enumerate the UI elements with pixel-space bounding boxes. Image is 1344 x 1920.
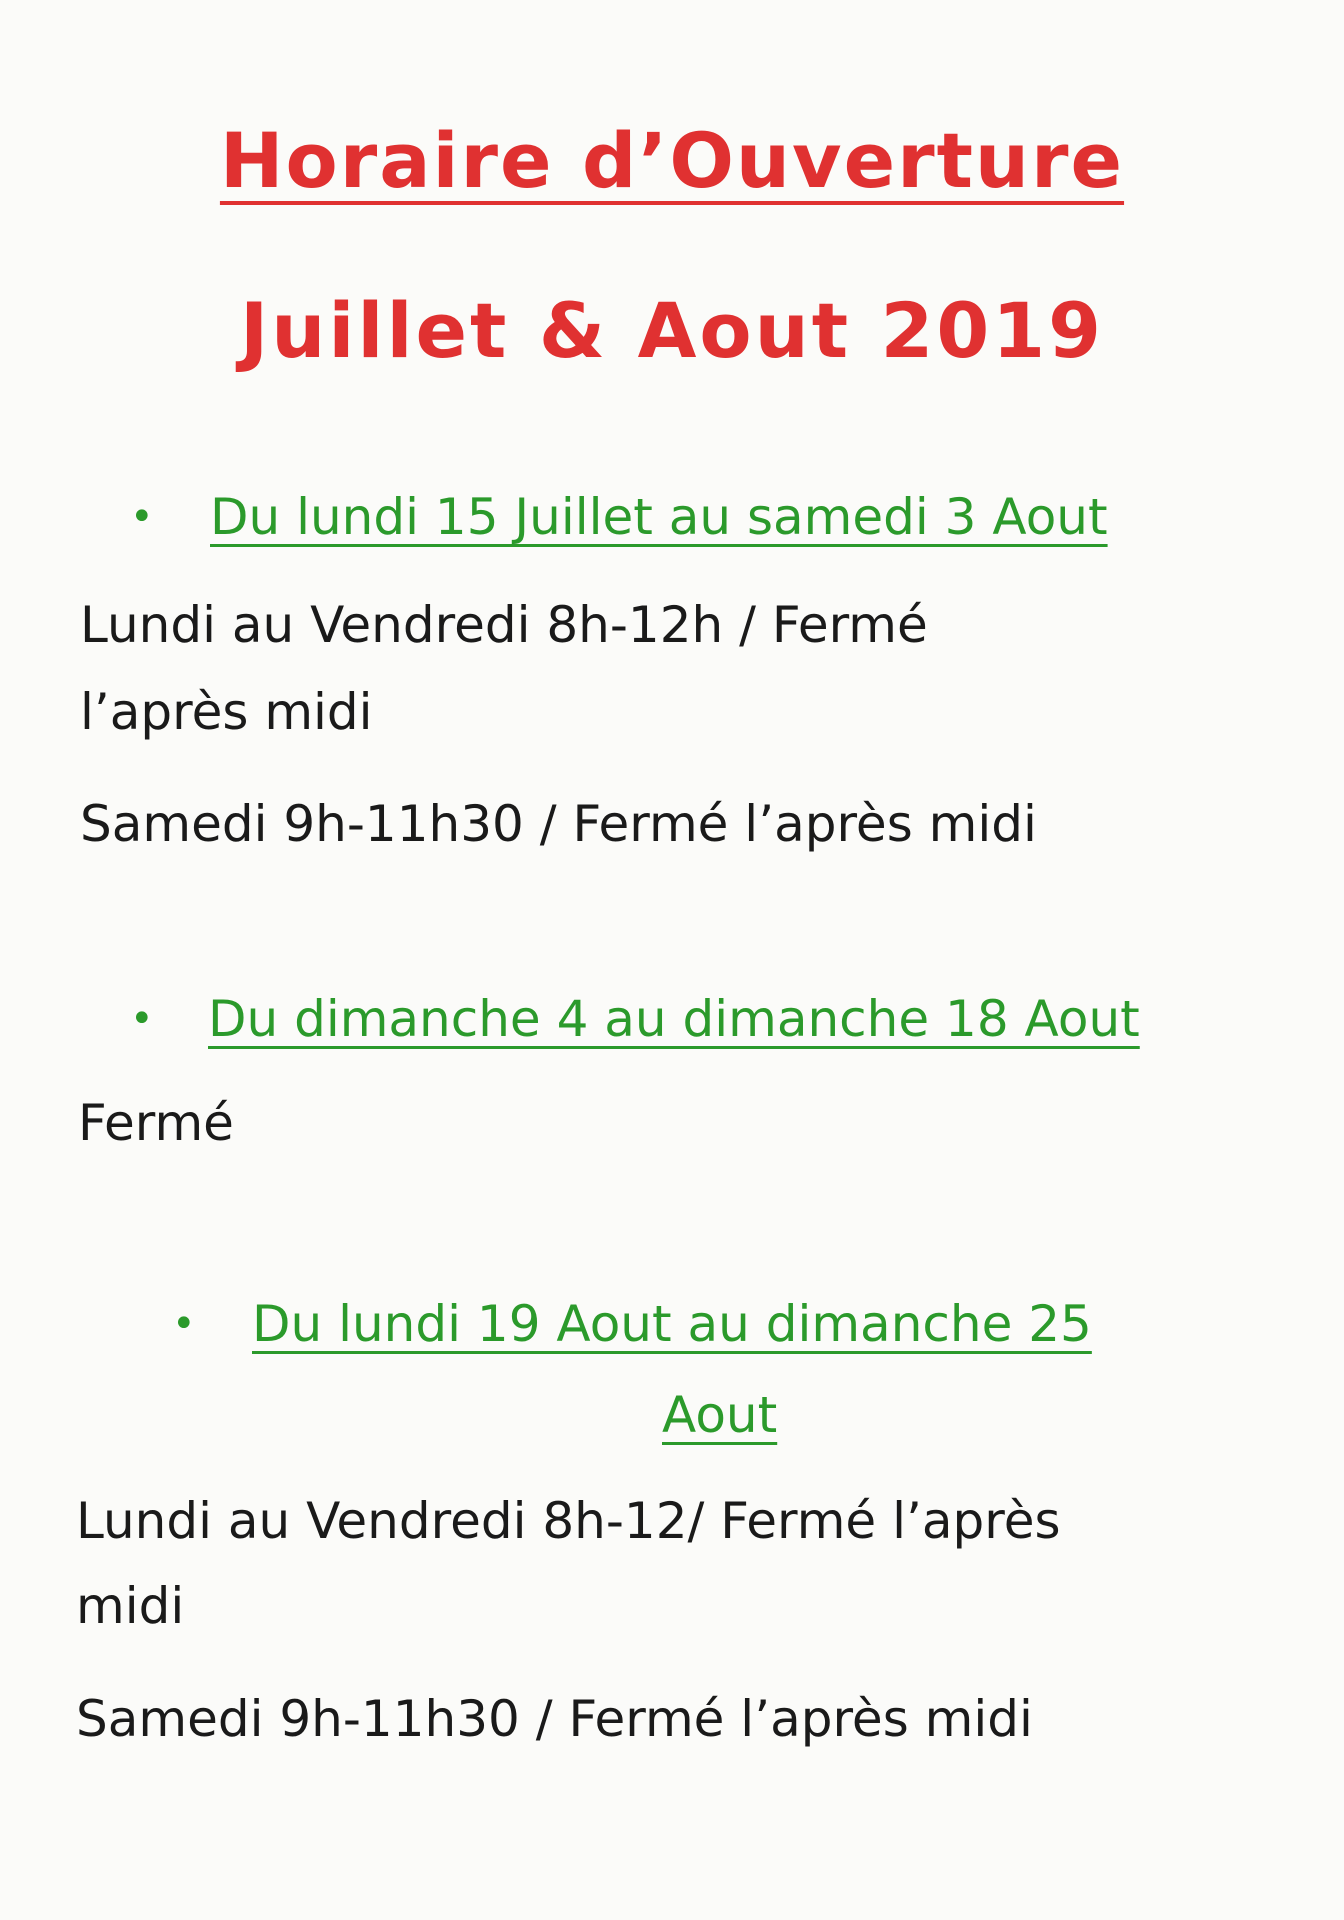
schedule-line: l’après midi	[80, 683, 373, 741]
schedule-line: midi	[76, 1577, 185, 1635]
period-heading-text: Aout	[662, 1386, 778, 1444]
period-heading-3-continued	[662, 1386, 777, 1444]
schedule-line: Samedi 9h-11h30 / Fermé l’après midi	[80, 795, 1037, 853]
page-title	[0, 116, 1344, 205]
schedule-line: Fermé	[78, 1094, 234, 1152]
period-heading-text: Du dimanche 4 au dimanche 18 Aout	[208, 990, 1140, 1048]
period-heading-text: Du lundi 19 Aout au dimanche 25	[252, 1295, 1092, 1353]
page-subtitle: Juillet & Aout 2019	[239, 286, 1105, 375]
page-title-text: Horaire d’Ouverture	[219, 116, 1125, 205]
schedule-line: Lundi au Vendredi 8h-12h / Fermé	[80, 596, 928, 654]
bullet-icon: •	[172, 1301, 196, 1347]
period-heading-text: Du lundi 15 Juillet au samedi 3 Aout	[210, 488, 1108, 546]
schedule-line: Samedi 9h-11h30 / Fermé l’après midi	[76, 1690, 1033, 1748]
bullet-icon: •	[130, 996, 154, 1042]
bullet-icon: •	[130, 494, 154, 540]
schedule-line: Lundi au Vendredi 8h-12/ Fermé l’après	[76, 1492, 1061, 1550]
